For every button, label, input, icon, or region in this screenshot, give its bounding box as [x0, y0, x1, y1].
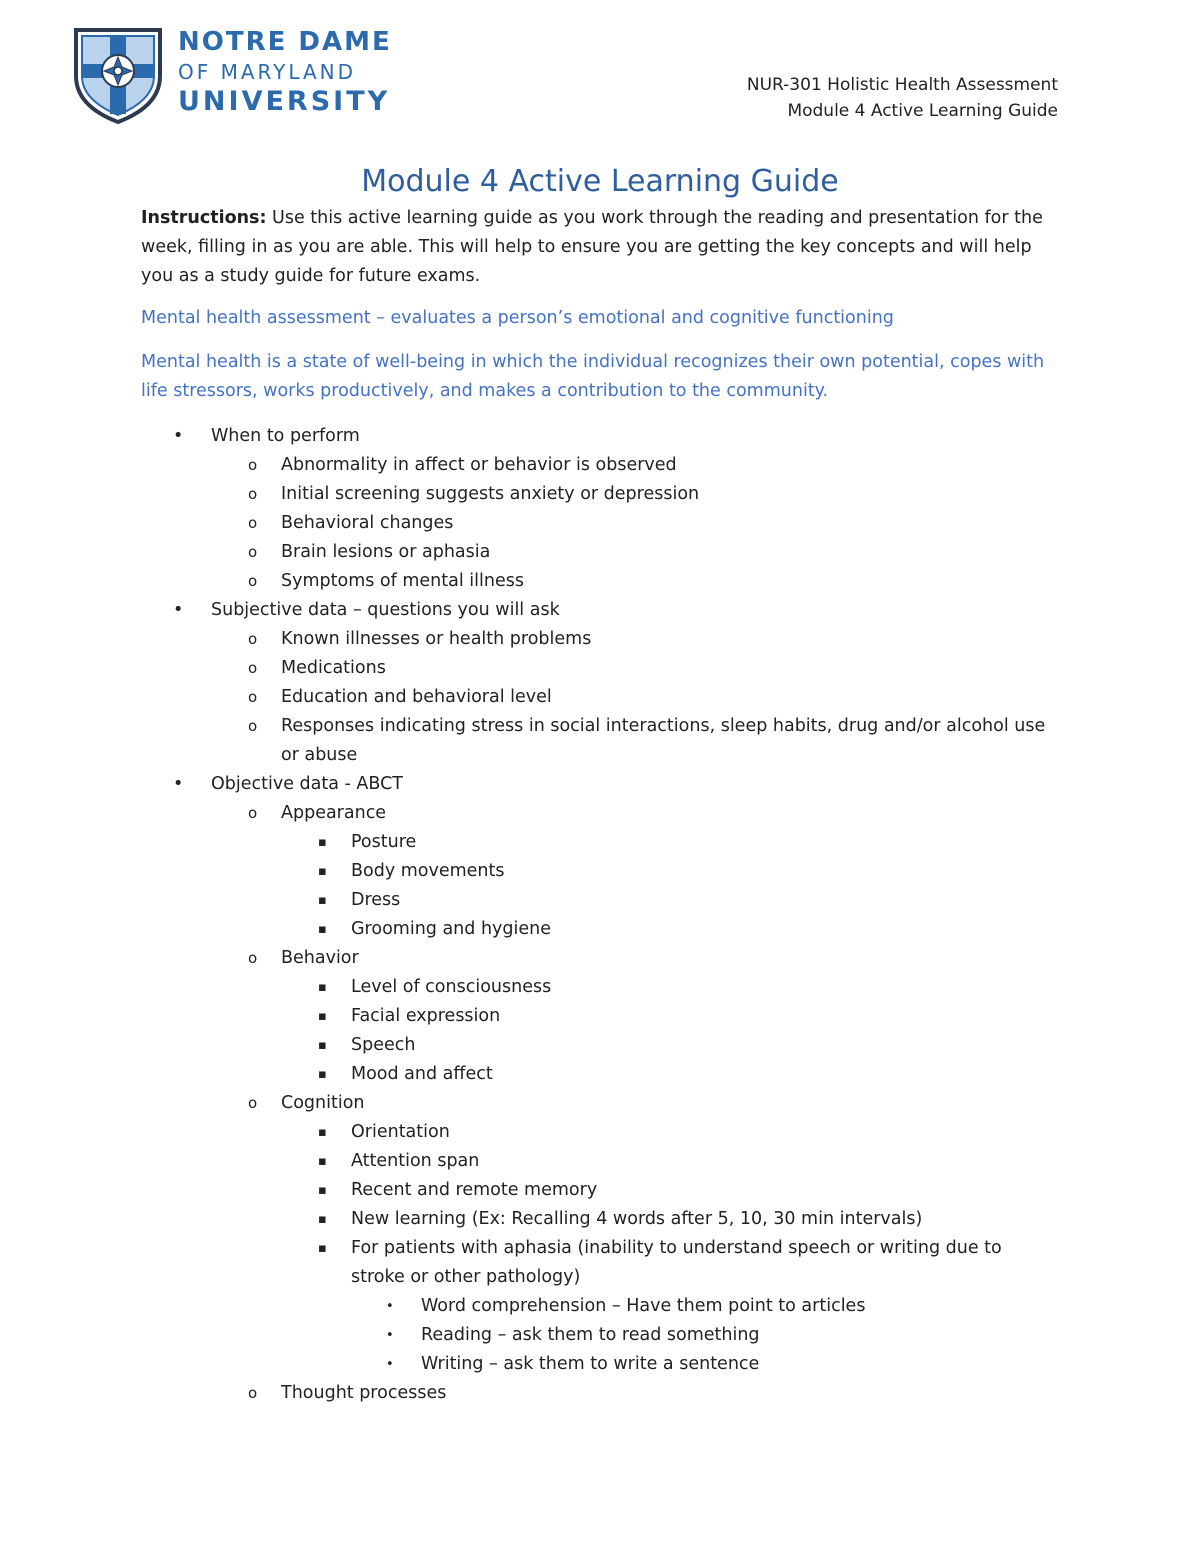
- list-item: [281, 973, 1061, 1002]
- list-item: [281, 828, 1061, 857]
- list-item-text: Orientation: [351, 1122, 450, 1142]
- list-item: [281, 915, 1061, 944]
- list-item: [281, 1031, 1061, 1060]
- list-item-text: Attention span: [351, 1151, 480, 1171]
- sub-list: [141, 625, 1061, 770]
- list-item-text: Brain lesions or aphasia: [281, 542, 491, 562]
- list-item: [211, 712, 1061, 770]
- bullet-marker: •: [386, 1328, 394, 1343]
- circle-marker: o: [248, 630, 258, 648]
- square-marker: ▪: [318, 864, 327, 879]
- list-item: [281, 1176, 1061, 1205]
- square-marker: ▪: [318, 1154, 327, 1169]
- bullet-marker: •: [173, 774, 184, 794]
- mental-health-definition: Mental health is a state of well-being in which the individual recognizes their own potential, copes with life stressors, works productively, and makes a contribution to the community.: [141, 352, 1045, 401]
- list-item: [211, 509, 1061, 538]
- list-item: [211, 625, 1061, 654]
- sub-list: [281, 828, 1061, 944]
- list-item: [281, 1147, 1061, 1176]
- circle-marker: o: [248, 543, 258, 561]
- list-item-text: Word comprehension – Have them point to articles: [421, 1296, 866, 1316]
- list-item-text: Known illnesses or health problems: [281, 629, 592, 649]
- square-marker: ▪: [318, 1241, 327, 1256]
- course-title: NUR-301 Holistic Health Assessment: [746, 75, 1058, 95]
- list-item: [351, 1321, 1061, 1350]
- bullet-marker: •: [173, 600, 184, 620]
- sub-list: [141, 799, 1061, 1408]
- logo-line-3: UNIVERSITY: [178, 86, 391, 117]
- circle-marker: o: [248, 717, 258, 735]
- logo-line-1: NOTRE DAME: [178, 27, 392, 57]
- cognition-heading: Cognition: [281, 1093, 365, 1113]
- list-item-text: Posture: [351, 832, 417, 852]
- sub-list: [281, 1118, 1061, 1379]
- document-body: [141, 204, 1061, 1408]
- list-item: [281, 1205, 1061, 1234]
- list-item-text: Body movements: [351, 861, 505, 881]
- list-item: [281, 1118, 1061, 1147]
- circle-marker: o: [248, 659, 258, 677]
- list-item: [281, 1060, 1061, 1089]
- instructions-text: Use this active learning guide as you work through the reading and presentation for the week, filling in as you are able. This will help to ensure you are getting the key concepts and will help you as a study guide for future exams.: [141, 208, 1043, 286]
- list-item: [211, 480, 1061, 509]
- circle-marker: o: [248, 1384, 258, 1402]
- list-item-text: Writing – ask them to write a sentence: [421, 1354, 760, 1374]
- module-title: Module 4 Active Learning Guide: [787, 101, 1058, 121]
- outline-heading-when: When to perform: [211, 426, 360, 446]
- list-item: [211, 1089, 1061, 1379]
- circle-marker: o: [248, 1094, 258, 1112]
- university-logo: [72, 24, 392, 124]
- square-marker: ▪: [318, 1125, 327, 1140]
- page-header: [747, 72, 1058, 124]
- list-item-text: Behavioral changes: [281, 513, 454, 533]
- shield-crest-icon: [72, 24, 164, 124]
- circle-marker: o: [248, 949, 258, 967]
- list-item-text: Speech: [351, 1035, 416, 1055]
- list-item: [211, 944, 1061, 1089]
- list-item-text: Responses indicating stress in social interactions, sleep habits, drug and/or alcohol use or abuse: [281, 716, 1046, 765]
- circle-marker: o: [248, 456, 258, 474]
- list-item: [281, 857, 1061, 886]
- list-item-text: Recent and remote memory: [351, 1180, 598, 1200]
- list-item: [281, 1002, 1061, 1031]
- circle-marker: o: [248, 688, 258, 706]
- square-marker: ▪: [318, 980, 327, 995]
- list-item: [281, 886, 1061, 915]
- list-item: [351, 1292, 1061, 1321]
- list-item-text: Mood and affect: [351, 1064, 493, 1084]
- list-item-text: Initial screening suggests anxiety or depression: [281, 484, 700, 504]
- square-marker: ▪: [318, 1067, 327, 1082]
- circle-marker: o: [248, 485, 258, 503]
- square-marker: ▪: [318, 1212, 327, 1227]
- bullet-marker: •: [173, 426, 184, 446]
- list-item-text: Medications: [281, 658, 386, 678]
- logo-line-2: OF MARYLAND: [178, 60, 357, 84]
- list-item: [211, 683, 1061, 712]
- page-title: Module 4 Active Learning Guide: [361, 164, 839, 199]
- instructions-paragraph: [141, 204, 1061, 291]
- list-item: [351, 1350, 1061, 1379]
- list-item-text: For patients with aphasia (inability to understand speech or writing due to stroke or other pathology): [351, 1238, 1002, 1287]
- bullet-marker: •: [386, 1357, 394, 1372]
- list-item: [141, 596, 1061, 770]
- list-item-text: Facial expression: [351, 1006, 501, 1026]
- list-item: [211, 654, 1061, 683]
- square-marker: ▪: [318, 922, 327, 937]
- bullet-marker: •: [386, 1299, 394, 1314]
- list-item: [211, 451, 1061, 480]
- square-marker: ▪: [318, 1038, 327, 1053]
- behavior-heading: Behavior: [281, 948, 359, 968]
- list-item-text: Symptoms of mental illness: [281, 571, 524, 591]
- list-item-text: Grooming and hygiene: [351, 919, 551, 939]
- sub-list: [351, 1292, 1061, 1379]
- circle-marker: o: [248, 514, 258, 532]
- sub-list: [281, 973, 1061, 1089]
- appearance-heading: Appearance: [281, 803, 387, 823]
- outline-heading-subjective: Subjective data – questions you will ask: [211, 600, 560, 620]
- circle-marker: o: [248, 572, 258, 590]
- outline-heading-objective: Objective data - ABCT: [211, 774, 403, 794]
- list-item-text: Dress: [351, 890, 401, 910]
- list-item-text: Education and behavioral level: [281, 687, 552, 707]
- list-item: [281, 1234, 1061, 1379]
- square-marker: ▪: [318, 835, 327, 850]
- thought-processes-heading: Thought processes: [281, 1383, 447, 1403]
- square-marker: ▪: [318, 1009, 327, 1024]
- circle-marker: o: [248, 804, 258, 822]
- list-item: [141, 422, 1061, 596]
- mental-health-assessment-line: Mental health assessment – evaluates a person’s emotional and cognitive functioning: [141, 308, 894, 328]
- list-item-text: Abnormality in affect or behavior is observed: [281, 455, 677, 475]
- list-item: [141, 770, 1061, 1408]
- square-marker: ▪: [318, 893, 327, 908]
- square-marker: ▪: [318, 1183, 327, 1198]
- list-item-text: Level of consciousness: [351, 977, 552, 997]
- list-item: [211, 799, 1061, 944]
- instructions-label: Instructions:: [141, 208, 267, 228]
- list-item-text: New learning (Ex: Recalling 4 words after 5, 10, 30 min intervals): [351, 1209, 923, 1229]
- sub-list: [141, 451, 1061, 596]
- list-item: [211, 567, 1061, 596]
- list-item-text: Reading – ask them to read something: [421, 1325, 760, 1345]
- outline-list: [141, 422, 1061, 1408]
- list-item: [211, 1379, 1061, 1408]
- list-item: [211, 538, 1061, 567]
